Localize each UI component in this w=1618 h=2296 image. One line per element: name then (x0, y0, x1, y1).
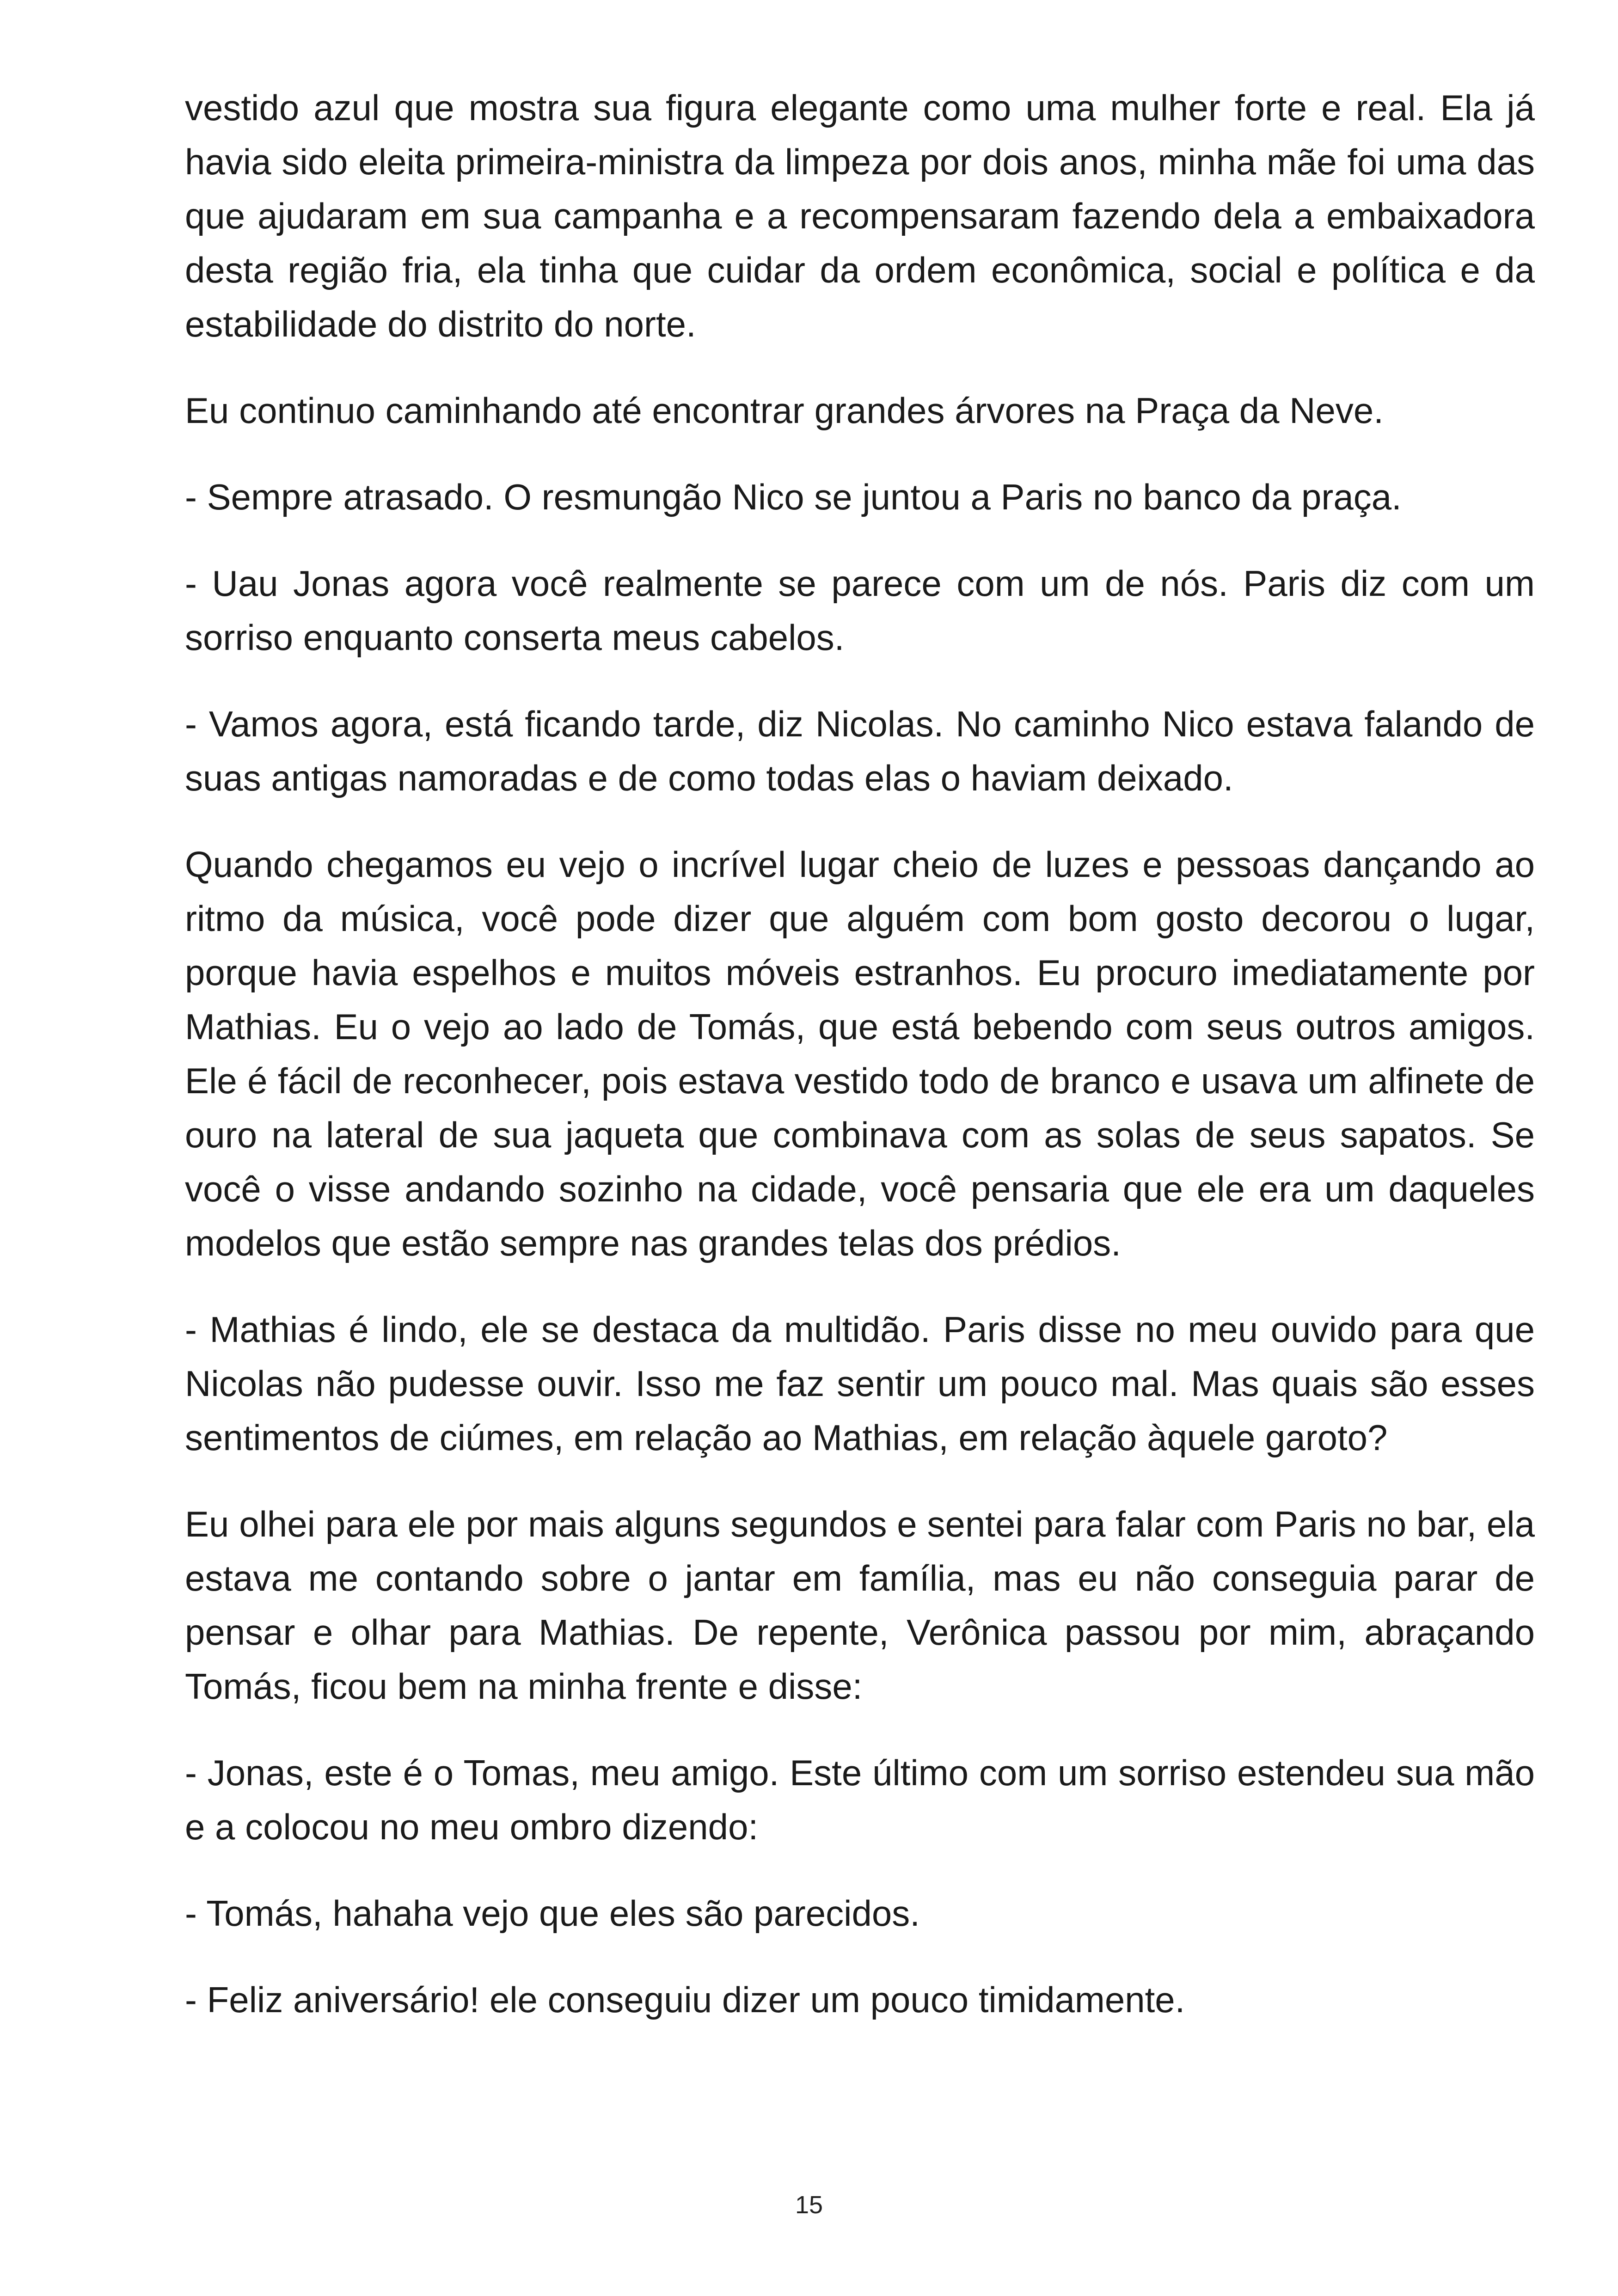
paragraph-4: - Uau Jonas agora você realmente se parece com um de nós. Paris diz com um sorriso enquanto conserta meus cabelos. (185, 563, 1535, 658)
paragraph-5: - Vamos agora, está ficando tarde, diz Nicolas. No caminho Nico estava falando de suas antigas namoradas e de como todas elas o haviam deixado. (185, 704, 1535, 798)
paragraph-3: - Sempre atrasado. O resmungão Nico se juntou a Paris no banco da praça. (185, 477, 1402, 517)
paragraph-8: Eu olhei para ele por mais alguns segundos e sentei para falar com Paris no bar, ela estava me contando sobre o jantar em família, mas eu não conseguia parar de pensar e olhar para Mathias. De repente, Verônica passou por mim, abraçando Tomás, ficou bem na minha frente e disse: (185, 1504, 1535, 1707)
paragraph-2: Eu continuo caminhando até encontrar grandes árvores na Praça da Neve. (185, 390, 1384, 431)
paragraph-6: Quando chegamos eu vejo o incrível lugar cheio de luzes e pessoas dançando ao ritmo da música, você pode dizer que alguém com bom gosto decorou o lugar, porque havia espelhos e muitos móveis estranhos. Eu procuro imediatamente por Mathias. Eu o vejo ao lado de Tomás, que está bebendo com seus outros amigos. Ele é fácil de reconhecer, pois estava vestido todo de branco e usava um alfinete de ouro na lateral de sua jaqueta que combinava com as solas de seus sapatos. Se você o visse andando sozinho na cidade, você pensaria que ele era um daqueles modelos que estão sempre nas grandes telas dos prédios. (185, 844, 1535, 1263)
paragraph-7: - Mathias é lindo, ele se destaca da multidão. Paris disse no meu ouvido para que Nicolas não pudesse ouvir. Isso me faz sentir um pouco mal. Mas quais são esses sentimentos de ciúmes, em relação ao Mathias, em relação àquele garoto? (185, 1309, 1535, 1458)
page-number: 15 (795, 2191, 823, 2219)
paragraph-1: vestido azul que mostra sua figura elegante como uma mulher forte e real. Ela já havia sido eleita primeira-ministra da limpeza por dois anos, minha mãe foi uma das que ajudaram em sua campanha e a recompensaram fazendo dela a embaixadora desta região fria, ela tinha que cuidar da ordem econômica, social e política e da estabilidade do distrito do norte. (185, 87, 1535, 344)
page-body (185, 81, 1535, 2059)
paragraph-9: - Jonas, este é o Tomas, meu amigo. Este último com um sorriso estendeu sua mão e a colocou no meu ombro dizendo: (185, 1752, 1535, 1847)
paragraph-11: - Feliz aniversário! ele conseguiu dizer um pouco timidamente. (185, 1979, 1185, 2020)
paragraph-10: - Tomás, hahaha vejo que eles são parecidos. (185, 1893, 920, 1934)
